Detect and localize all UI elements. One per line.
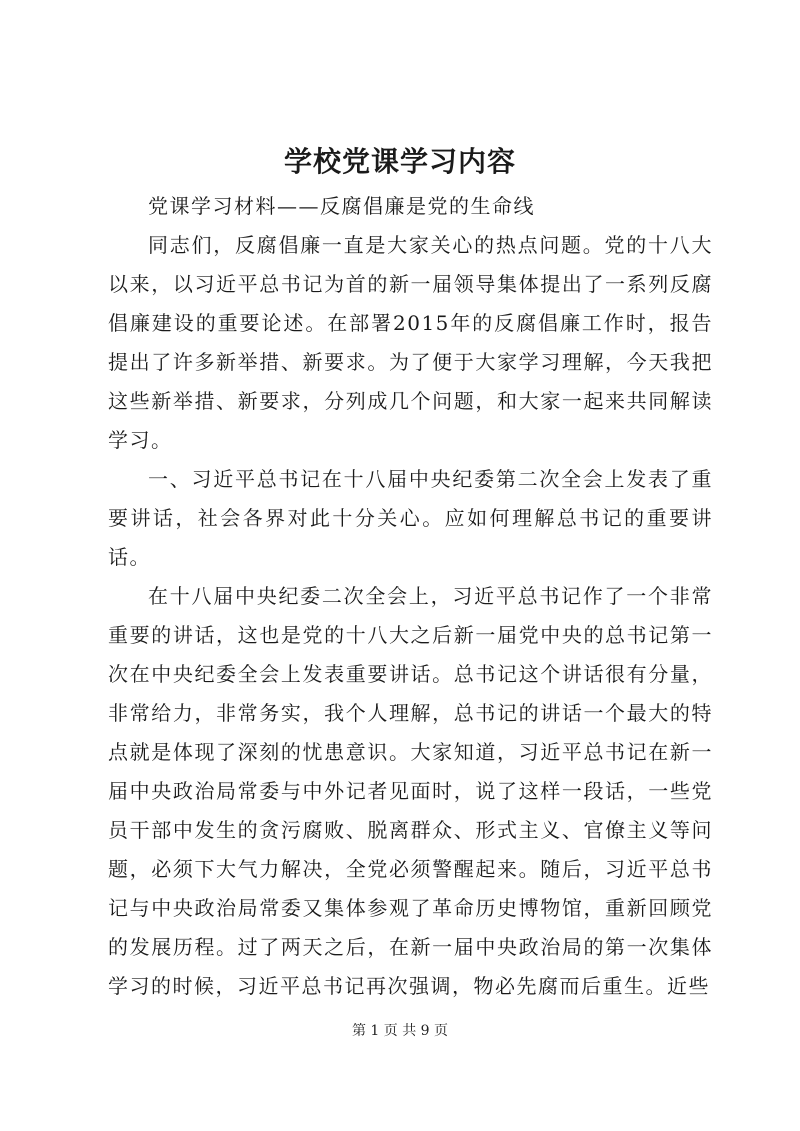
body-paragraph: 一、习近平总书记在十八届中央纪委第二次全会上发表了重要讲话，社会各界对此十分关心。应如何理解总书记的重要讲话。	[108, 467, 713, 569]
document-title: 学校党课学习内容	[283, 145, 516, 178]
subtitle-paragraph: 党课学习材料——反腐倡廉是党的生命线	[148, 194, 535, 218]
body-paragraph: 在十八届中央纪委二次全会上，习近平总书记作了一个非常重要的讲话，这也是党的十八大之后新一届党中央的总书记第一次在中央纪委全会上发表重要讲话。总书记这个讲话很有分量，非常给力，非常务实，我个人理解，总书记的讲话一个最大的特点就是体现了深刻的忧患意识。大家知道，习近平总书记在新一届中央政治局常委与中外记者见面时，说了这样一段话，一些党员干部中发生的贪污腐败、脱离群众、形式主义、官僚主义等问题，必须下大气力解决，全党必须警醒起来。随后，习近平总书记与中央政治局常委又集体参观了革命历史博物馆，重新回顾党的发展历程。过了两天之后，在新一届中央政治局的第一次集体学习的时候，习近平总书记再次强调，物必先腐而后重生。近些	[108, 584, 713, 998]
body-paragraph: 同志们，反腐倡廉一直是大家关心的热点问题。党的十八大以来，以习近平总书记为首的新一届领导集体提出了一系列反腐倡廉建设的重要论述。在部署2015年的反腐倡廉工作时，报告提出了许多新举措、新要求。为了便于大家学习理解，今天我把这些新举措、新要求，分列成几个问题，和大家一起来共同解读学习。	[108, 233, 713, 452]
document-body	[108, 187, 713, 1006]
page-footer: 第 1 页 共 9 页	[351, 1023, 449, 1039]
